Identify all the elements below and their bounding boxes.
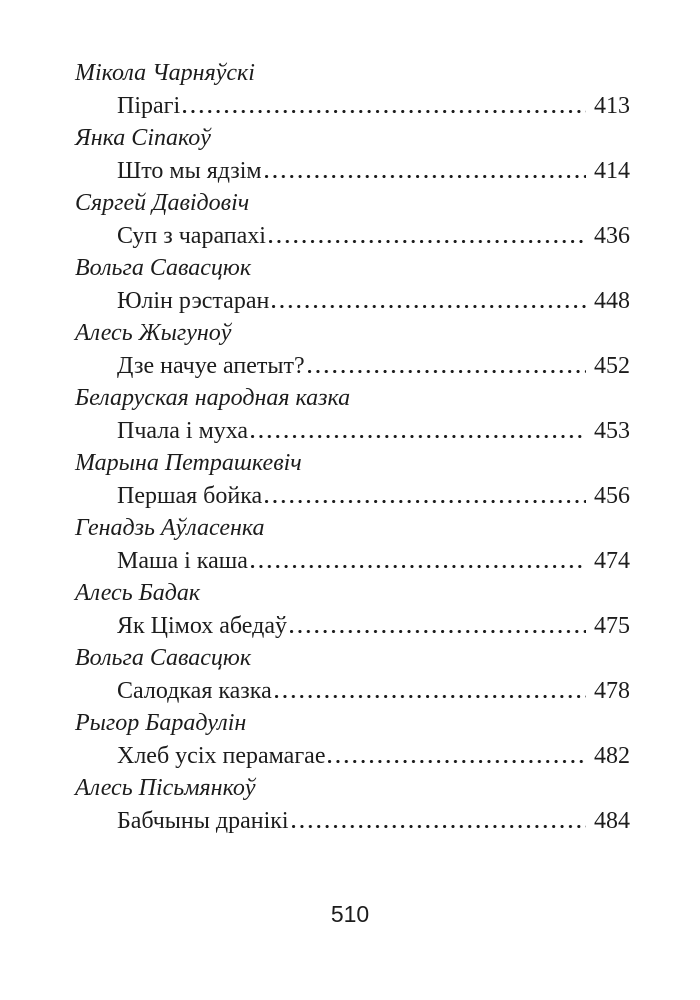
toc-author: Генадзь Аўласенка <box>75 515 265 541</box>
toc-title: Салодкая казка <box>117 677 272 704</box>
toc-author: Алесь Жыгуноў <box>75 320 232 346</box>
leader-dots <box>251 565 586 568</box>
toc-title-row <box>75 415 630 448</box>
toc-title: Пірагі <box>117 92 181 119</box>
toc-title: Як Цімох абедаў <box>117 612 288 639</box>
toc-title: Дзе начуе апетыт? <box>117 352 305 379</box>
toc-entry <box>75 512 630 577</box>
toc-page-number: 482 <box>594 742 630 769</box>
toc-entry <box>75 382 630 447</box>
leader-dots <box>275 695 586 698</box>
toc-title-row <box>75 740 630 773</box>
toc-title-row <box>75 610 630 643</box>
leader-dots <box>292 825 586 828</box>
toc-author: Алесь Пісьмянкоў <box>75 775 256 801</box>
toc-title: Першая бойка <box>117 482 263 509</box>
toc-page-number: 414 <box>594 157 630 184</box>
leader-dots <box>308 370 586 373</box>
toc-title-row <box>75 545 630 578</box>
page-number: 510 <box>330 901 370 927</box>
toc-page-number: 474 <box>594 547 630 574</box>
toc-title: Юлін рэстаран <box>117 287 270 314</box>
toc-page-number: 448 <box>594 287 630 314</box>
leader-dots <box>272 305 586 308</box>
toc-title-row <box>75 155 630 188</box>
leader-dots <box>251 435 586 438</box>
toc-page-number: 456 <box>594 482 630 509</box>
toc-page-number: 475 <box>594 612 630 639</box>
leader-dots <box>265 500 586 503</box>
toc-entry <box>75 772 630 837</box>
toc-author: Марына Петрашкевіч <box>75 450 302 476</box>
toc-title: Што мы ядзім <box>117 157 262 184</box>
leader-dots <box>328 760 586 763</box>
toc-title-row <box>75 675 630 708</box>
toc-title: Хлеб усіх перамагае <box>117 742 326 769</box>
toc-entry <box>75 252 630 317</box>
toc-author: Беларуская народная казка <box>75 385 351 411</box>
leader-dots <box>183 110 586 113</box>
toc-entry <box>75 642 630 707</box>
toc-entry <box>75 122 630 187</box>
toc-title-row <box>75 90 630 123</box>
toc-title: Пчала і муха <box>117 417 249 444</box>
leader-dots <box>269 240 586 243</box>
toc-author: Мікола Чарняўскі <box>75 60 255 86</box>
toc-title-row <box>75 350 630 383</box>
toc-author: Вольга Савасцюк <box>75 255 252 281</box>
toc-entry <box>75 57 630 122</box>
toc-page-number: 478 <box>594 677 630 704</box>
toc-author: Вольга Савасцюк <box>75 645 252 671</box>
toc-title: Бабчыны дранікі <box>117 807 289 834</box>
toc-entry <box>75 187 630 252</box>
toc-entry <box>75 707 630 772</box>
toc-author: Алесь Бадак <box>75 580 201 606</box>
toc-page-number: 484 <box>594 807 630 834</box>
toc-entry <box>75 447 630 512</box>
toc-page-number: 452 <box>594 352 630 379</box>
toc-title: Маша і каша <box>117 547 248 574</box>
toc-title-row <box>75 480 630 513</box>
toc-author: Рыгор Барадулін <box>75 710 247 736</box>
toc-page-number: 453 <box>594 417 630 444</box>
toc-title-row <box>75 805 630 838</box>
toc-title-row <box>75 285 630 318</box>
leader-dots <box>265 175 586 178</box>
toc-title: Суп з чарапахі <box>117 222 266 249</box>
toc-title-row <box>75 220 630 253</box>
toc-author: Сяргей Давідовіч <box>75 190 250 216</box>
leader-dots <box>290 630 586 633</box>
toc-author: Янка Сіпакоў <box>75 125 211 151</box>
toc-page-number: 413 <box>594 92 630 119</box>
toc-page-number: 436 <box>594 222 630 249</box>
toc-entry <box>75 317 630 382</box>
toc-entry <box>75 577 630 642</box>
